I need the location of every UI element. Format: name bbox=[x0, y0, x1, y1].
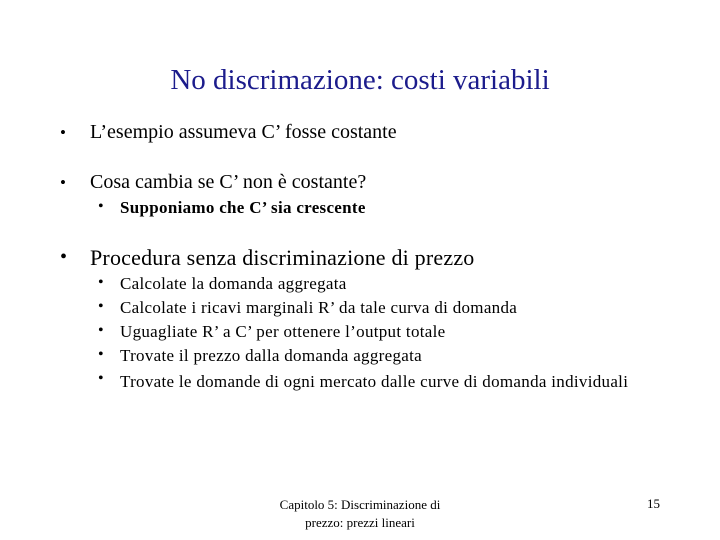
bullet-dot: • bbox=[60, 123, 66, 142]
bullet-text: L’esempio assumeva C’ fosse costante bbox=[90, 121, 397, 143]
sub-bullet-text: Supponiamo che C’ sia crescente bbox=[120, 198, 366, 217]
sub-bullet-text: Trovate il prezzo dalla domanda aggregata bbox=[120, 346, 422, 365]
bullet-dot: • bbox=[98, 370, 104, 387]
bullet-text: Cosa cambia se C’ non è costante? bbox=[90, 171, 367, 193]
bullet-dot: • bbox=[98, 198, 104, 215]
bullet-dot: • bbox=[98, 346, 104, 363]
bullet-dot: • bbox=[60, 173, 66, 192]
slide-title: No discrimazione: costi variabili bbox=[170, 64, 550, 96]
bullet-dot: • bbox=[98, 322, 104, 339]
footer-line: Capitolo 5: Discriminazione di bbox=[279, 497, 441, 512]
footer bbox=[254, 496, 466, 532]
sub-bullet-text: Uguagliate R’ a C’ per ottenere l’output totale bbox=[120, 322, 446, 341]
bullet-dot: • bbox=[98, 274, 104, 291]
footer-line: prezzo: prezzi lineari bbox=[305, 515, 415, 530]
sub-bullet-text: Calcolate i ricavi marginali R’ da tale curva di domanda bbox=[120, 298, 518, 317]
bullet-dot: • bbox=[98, 298, 104, 315]
bullet-text: Procedura senza discriminazione di prezzo bbox=[90, 245, 475, 270]
sub-bullet-text: Calcolate la domanda aggregata bbox=[120, 274, 347, 293]
sub-bullet-text: Trovate le domande di ogni mercato dalle curve di domanda individuali bbox=[120, 372, 629, 391]
bullet-dot: • bbox=[60, 246, 68, 268]
page-number: 15 bbox=[647, 496, 660, 511]
